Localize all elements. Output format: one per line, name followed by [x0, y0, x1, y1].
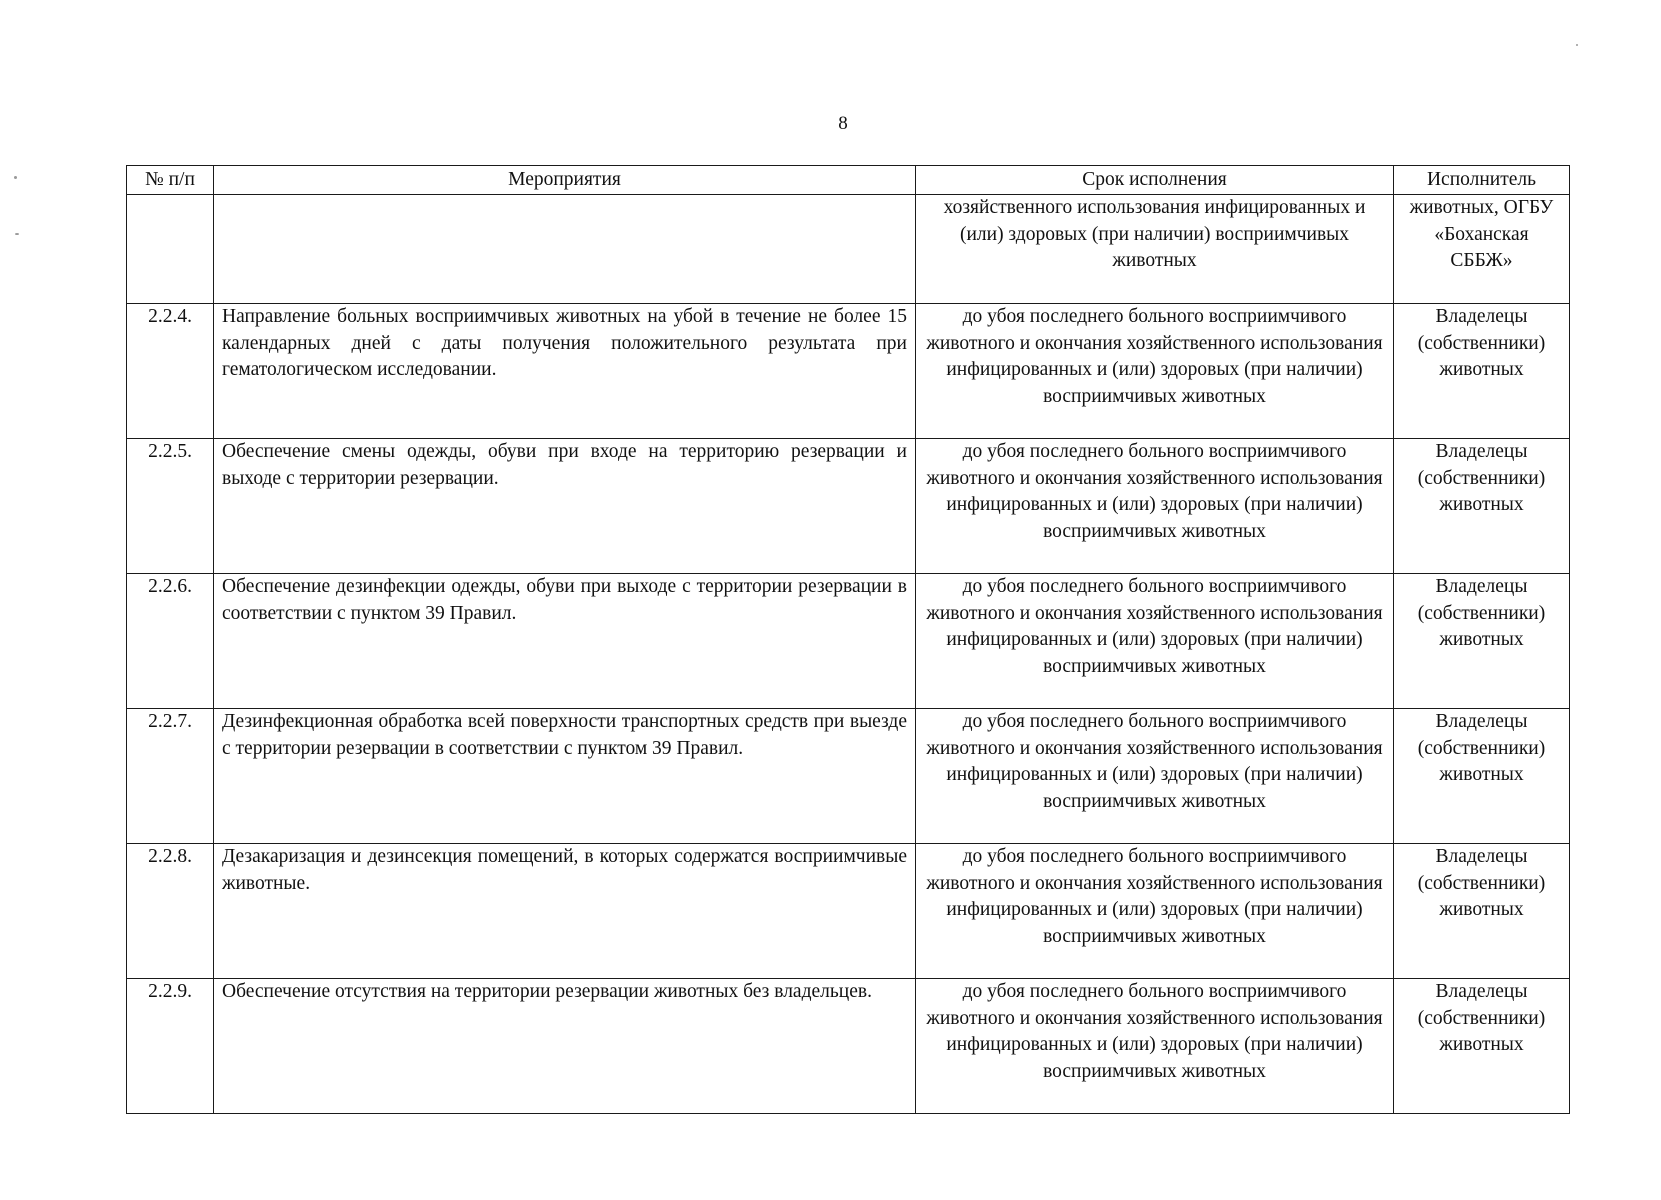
- table-row: [127, 844, 1570, 979]
- row-executor: Владелецы (собственники) животных: [1394, 304, 1570, 439]
- row-measure: Обеспечение смены одежды, обуви при входе на территорию резервации и выходе с территории резервации.: [214, 439, 916, 574]
- table-body: [127, 195, 1570, 1114]
- row-executor: животных, ОГБУ «Боханская СББЖ»: [1394, 195, 1570, 304]
- header-executor: Исполнитель: [1394, 166, 1570, 195]
- row-number: 2.2.4.: [127, 304, 214, 439]
- row-measure: Дезакаризация и дезинсекция помещений, в которых содержатся восприимчивые животные.: [214, 844, 916, 979]
- row-number: 2.2.5.: [127, 439, 214, 574]
- row-deadline: до убоя последнего больного восприимчивого животного и окончания хозяйственного использования инфицированных и (или) здоровых (при наличии) восприимчивых животных: [916, 439, 1394, 574]
- row-measure: Дезинфекционная обработка всей поверхности транспортных средств при выезде с территории резервации в соответствии с пунктом 39 Правил.: [214, 709, 916, 844]
- row-executor: Владелецы (собственники) животных: [1394, 979, 1570, 1114]
- scan-speck: [14, 176, 17, 179]
- header-measures: Мероприятия: [214, 166, 916, 195]
- header-number: № п/п: [127, 166, 214, 195]
- table-header: [127, 166, 1570, 195]
- row-executor: Владелецы (собственники) животных: [1394, 439, 1570, 574]
- table-row: [127, 574, 1570, 709]
- row-measure: Обеспечение дезинфекции одежды, обуви при выходе с территории резервации в соответствии с пунктом 39 Правил.: [214, 574, 916, 709]
- measures-table: [126, 165, 1570, 1114]
- table-row: [127, 709, 1570, 844]
- table-row: [127, 439, 1570, 574]
- scan-speck: [1576, 44, 1578, 46]
- row-number: 2.2.8.: [127, 844, 214, 979]
- row-executor: Владелецы (собственники) животных: [1394, 844, 1570, 979]
- row-number: 2.2.6.: [127, 574, 214, 709]
- row-executor: Владелецы (собственники) животных: [1394, 709, 1570, 844]
- row-number: [127, 195, 214, 304]
- table-row: [127, 979, 1570, 1114]
- scan-speck: [15, 233, 19, 235]
- row-number: 2.2.9.: [127, 979, 214, 1114]
- row-measure: Направление больных восприимчивых животных на убой в течение не более 15 календарных дней с даты получения положительного результата при гематологическом исследовании.: [214, 304, 916, 439]
- header-row: [127, 166, 1570, 195]
- row-number: 2.2.7.: [127, 709, 214, 844]
- row-executor: Владелецы (собственники) животных: [1394, 574, 1570, 709]
- row-deadline: до убоя последнего больного восприимчивого животного и окончания хозяйственного использования инфицированных и (или) здоровых (при наличии) восприимчивых животных: [916, 979, 1394, 1114]
- table-row: [127, 304, 1570, 439]
- page-number: 8: [838, 113, 848, 134]
- row-measure: [214, 195, 916, 304]
- row-deadline: до убоя последнего больного восприимчивого животного и окончания хозяйственного использования инфицированных и (или) здоровых (при наличии) восприимчивых животных: [916, 709, 1394, 844]
- row-deadline: хозяйственного использования инфицированных и (или) здоровых (при наличии) восприимчивых животных: [916, 195, 1394, 304]
- table-row-continuation: [127, 195, 1570, 304]
- row-deadline: до убоя последнего больного восприимчивого животного и окончания хозяйственного использования инфицированных и (или) здоровых (при наличии) восприимчивых животных: [916, 574, 1394, 709]
- row-measure: Обеспечение отсутствия на территории резервации животных без владельцев.: [214, 979, 916, 1114]
- row-deadline: до убоя последнего больного восприимчивого животного и окончания хозяйственного использования инфицированных и (или) здоровых (при наличии) восприимчивых животных: [916, 304, 1394, 439]
- row-deadline: до убоя последнего больного восприимчивого животного и окончания хозяйственного использования инфицированных и (или) здоровых (при наличии) восприимчивых животных: [916, 844, 1394, 979]
- header-deadline: Срок исполнения: [916, 166, 1394, 195]
